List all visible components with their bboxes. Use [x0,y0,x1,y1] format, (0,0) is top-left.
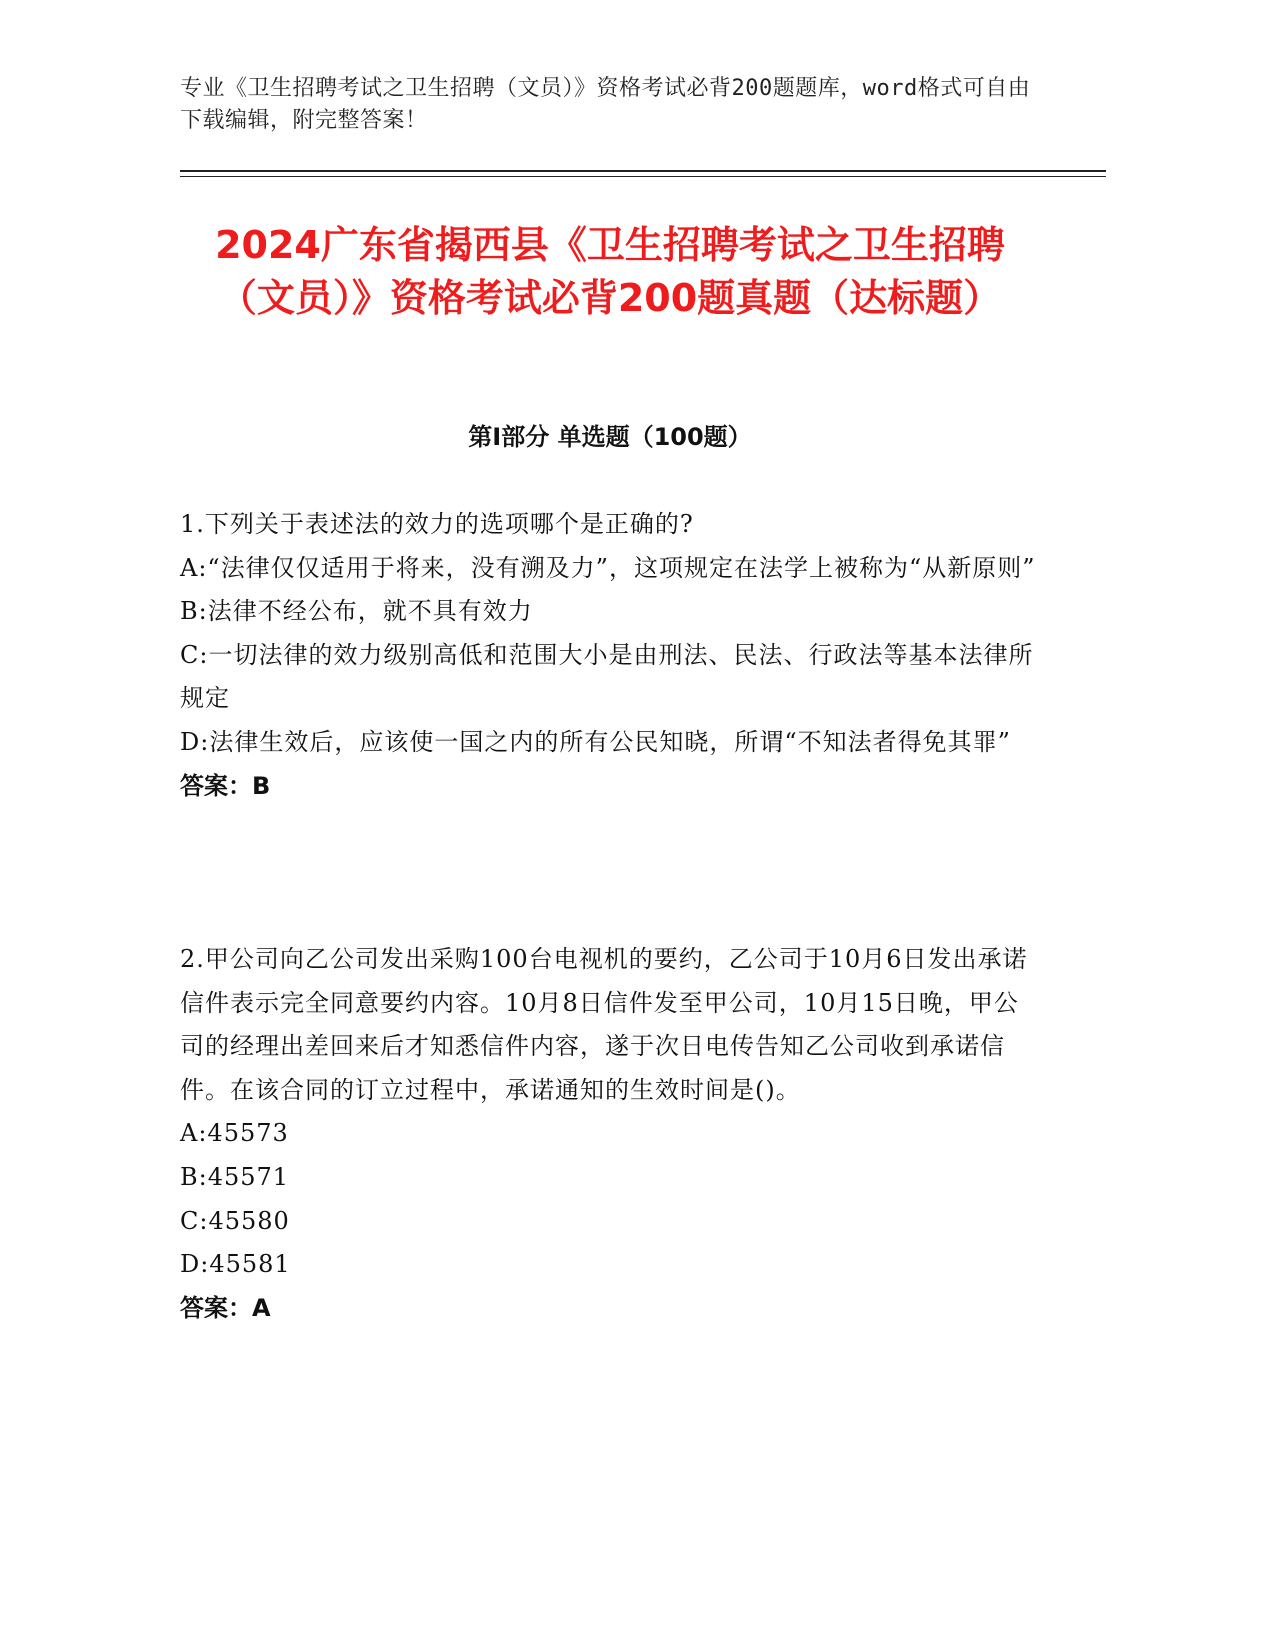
option-c: C:一切法律的效力级别高低和范围大小是由刑法、民法、行政法等基本法律所规定 [180,640,1034,713]
answer-label: 答案：A [180,1293,271,1322]
header-note: 专业《卫生招聘考试之卫生招聘（文员）》资格考试必背200题题库，word格式可自由下载编辑，附完整答案！ [180,76,1031,133]
option-a: A:45573 [180,1119,289,1148]
document-title: 2024广东省揭西县《卫生招聘考试之卫生招聘（文员）》资格考试必背200题真题（达标题） [215,223,1005,320]
header-rule-thin [180,176,1106,177]
option-a: A:“法律仅仅适用于将来，没有溯及力”，这项规定在法学上被称为“从新原则” [180,553,1036,582]
answer-label: 答案：B [180,771,271,800]
question-1 [180,503,1040,808]
question-stem: 1.下列关于表述法的效力的选项哪个是正确的? [180,510,694,538]
option-d: D:45581 [180,1250,291,1279]
option-b: B:法律不经公布，就不具有效力 [180,597,533,626]
option-b: B:45571 [180,1162,290,1191]
option-d: D:法律生效后，应该使一国之内的所有公民知晓，所谓“不知法者得免其罪” [180,727,1011,756]
header-rule-thick [180,170,1106,172]
question-stem: 2.甲公司向乙公司发出采购100台电视机的要约，乙公司于10月6日发出承诺信件表示完全同意要约内容。10月8日信件发至甲公司，10月15日晚，甲公司的经理出差回来后才知悉信件内容，遂于次日电传告知乙公司收到承诺信件。在该合同的订立过程中，承诺通知的生效时间是()。 [180,945,1028,1104]
option-c: C:45580 [180,1206,290,1235]
question-2 [180,938,1040,1330]
section-title: 第I部分 单选题（100题） [468,423,752,451]
